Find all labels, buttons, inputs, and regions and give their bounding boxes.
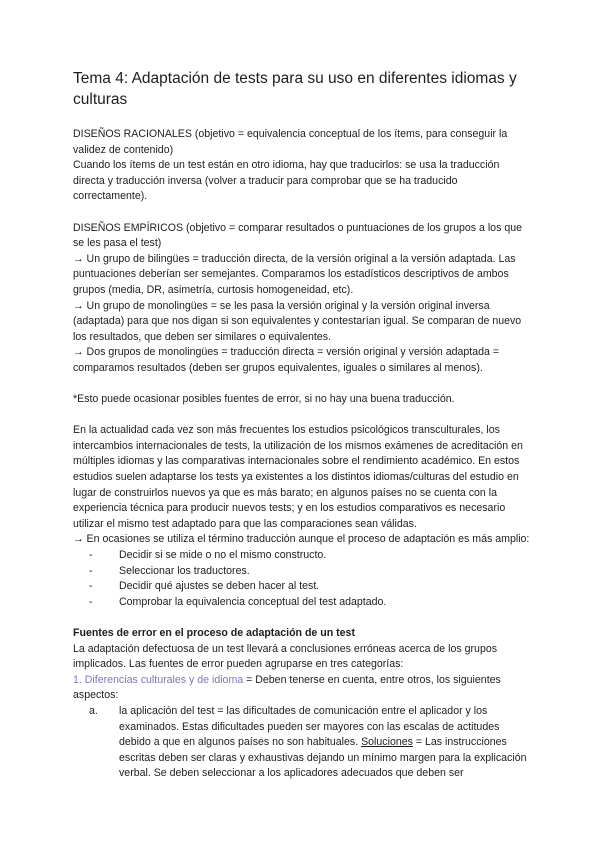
list-item	[89, 704, 533, 782]
category-1-list	[73, 704, 533, 782]
adaptation-steps-list	[73, 548, 533, 610]
traduccion-paragraph: → En ocasiones se utiliza el término traducción aunque el proceso de adaptación es más amplio:	[73, 533, 530, 546]
spacer	[73, 610, 533, 626]
list-marker: a.	[89, 704, 98, 717]
list-item: - Comprobar la equivalencia conceptual del test adaptado.	[89, 595, 533, 611]
section-heading: Fuentes de error en el proceso de adaptación de un test	[73, 627, 355, 639]
racionales-definition: DISEÑOS RACIONALES (objetivo = equivalencia conceptual de los ítems, para conseguir la validez de contenido)	[73, 128, 508, 156]
spacer	[73, 377, 533, 393]
fuentes-intro: La adaptación defectuosa de un test llevará a conclusiones erróneas acerca de los grupos implicados. Las fuentes de error pueden agruparse en tres categorías:	[73, 642, 498, 671]
document-body	[73, 68, 533, 782]
empiricos-monolingues: → Un grupo de monolingües = se les pasa la versión original y la versión original inversa (adaptada) para que nos digan si son equivalentes y contestarían igual. Se comparan de nuevo los resultados, que deben ser similares o equivalentes.	[73, 299, 522, 343]
spacer	[73, 205, 533, 221]
empiricos-dos-grupos: → Dos grupos de monolingües = traducción directa = versión original y versión adaptada = comparamos resultados (deben ser grupos equivalentes, iguales o similares al menos).	[73, 346, 500, 374]
item-a-text: la aplicación del test = las dificultades de comunicación entre el aplicador y los examinados. Estas dificultades pueden ser mayores con las escalas de actitudes debido a que en algunos países no son habituales.	[119, 704, 500, 749]
empiricos-definition: DISEÑOS EMPÍRICOS (objetivo = comparar resultados o puntuaciones de los grupos a los que se les pasa el test)	[73, 221, 522, 250]
spacer	[73, 408, 533, 424]
error-note: *Esto puede ocasionar posibles fuentes de error, si no hay una buena traducción.	[73, 393, 455, 406]
list-item: - Decidir qué ajustes se deben hacer al test.	[89, 579, 533, 595]
category-1	[73, 673, 533, 704]
empiricos-bilingues: → Un grupo de bilingües = traducción directa, de la versión original a la versión adaptada. Las puntuaciones deberían ser semejantes. Comparamos los estadísticos descriptivos de ambos grupos (media, DR, asimetría, curtosis homogeneidad, etc).	[73, 252, 516, 296]
list-item: - Seleccionar los traductores.	[89, 564, 533, 580]
category-1-label: 1. Diferencias culturales y de idioma	[73, 673, 244, 686]
item-a-text-cont: = Las instrucciones escritas deben ser claras y exhaustivas dejando un mínimo margen para la explicación verbal. Se deben seleccionar a los aplicadores adecuados que deben ser	[119, 736, 527, 780]
page-title: Tema 4: Adaptación de tests para su uso en diferentes idiomas y culturas	[73, 70, 517, 108]
list-item: - Decidir si se mide o no el mismo constructo.	[89, 548, 533, 564]
category-1-text: = Deben tenerse en cuenta, entre otros, los siguientes aspectos:	[73, 673, 501, 702]
actualidad-paragraph: En la actualidad cada vez son más frecuentes los estudios psicológicos transculturales, los intercambios internacionales de tests, la utilización de los mismos exámenes de acreditación en múltiples idiomas y las comparativas internacionales sobre el rendimiento académico. En estos estudios suelen adaptarse los tests ya existentes a los distintos idiomas/culturas del estudio en lugar de construirlos nuevos ya que es más barato; en algunos países no se cuenta con la experiencia técnica para producir nuevos tests; y en los estudios comparativos es necesario utilizar el mismo test adaptado para que las comparaciones sean válidas.	[73, 424, 523, 530]
racionales-explanation: Cuando los ítems de un test están en otro idioma, hay que traducirlos: se usa la traducción directa y traducción inversa (volver a traducir para comprobar que se ha traducido correctamente).	[73, 159, 500, 203]
item-a-soluciones: Soluciones	[361, 736, 413, 749]
